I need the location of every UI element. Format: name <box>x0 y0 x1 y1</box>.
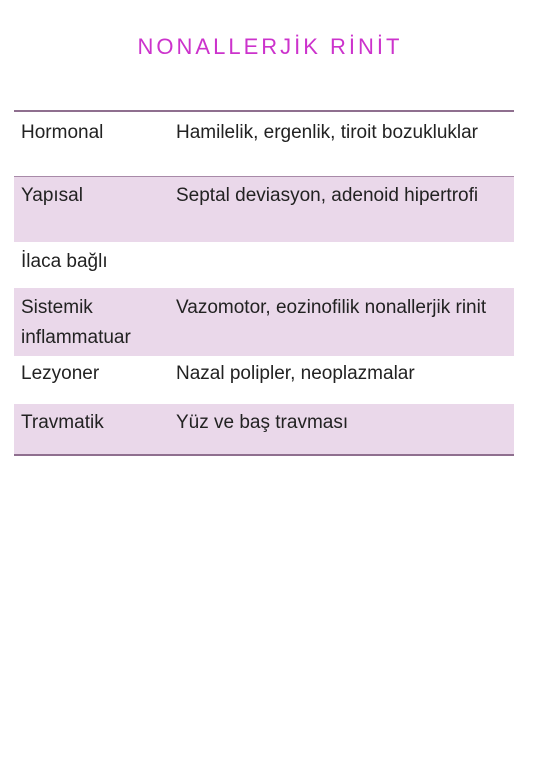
row-key: Yapısal <box>21 185 83 206</box>
row-value: Septal deviasyon, adenoid hipertrofi <box>176 185 479 206</box>
row-key: Travmatik <box>21 412 104 433</box>
table-row <box>14 177 514 242</box>
rhinitis-table <box>14 110 514 456</box>
page-title: NONALLERJİK RİNİT <box>137 34 403 59</box>
row-key: Sistemik inflammatuar <box>21 297 131 348</box>
table-row <box>14 288 514 356</box>
row-value: Yüz ve baş travması <box>176 412 349 433</box>
table-row <box>14 404 514 454</box>
row-key: Lezyoner <box>21 363 100 384</box>
row-value: Hamilelik, ergenlik, tiroit bozukluklar <box>176 122 478 143</box>
row-key: İlaca bağlı <box>21 251 108 272</box>
row-value: Nazal polipler, neoplazmalar <box>176 363 415 384</box>
row-value <box>176 247 514 288</box>
table-row <box>14 112 514 177</box>
row-value: Vazomotor, eozinofilik nonallerjik rinit <box>176 297 487 318</box>
table-row <box>14 242 514 288</box>
row-key: Hormonal <box>21 122 104 143</box>
table-row <box>14 356 514 404</box>
